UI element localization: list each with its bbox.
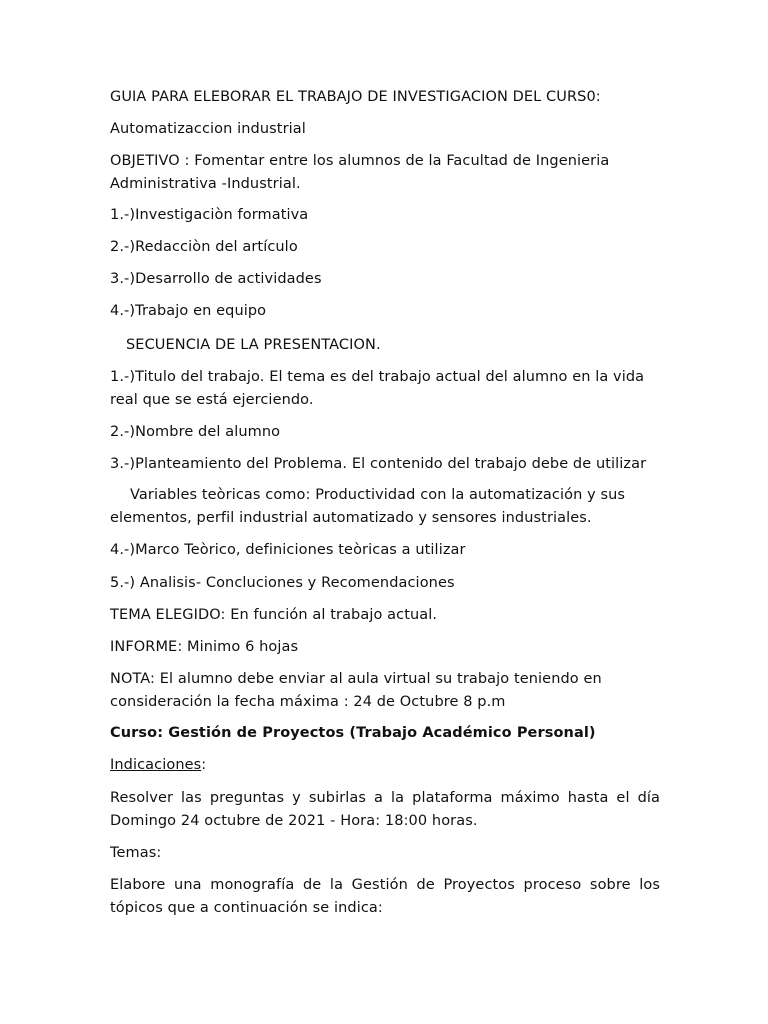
- objective-item-4: 4.-)Trabajo en equipo: [110, 303, 267, 319]
- sequence-heading: SECUENCIA DE LA PRESENTACION.: [126, 337, 381, 353]
- indications-label: Indicaciones: [110, 757, 202, 773]
- instruction-paragraph: Resolver las preguntas y subirlas a la plataforma máximo hasta el día Domingo 24 octubre de 2021 - Hora: 18:00 horas.: [110, 790, 660, 829]
- sequence-item-1: 1.-)Titulo del trabajo. El tema es del trabajo actual del alumno en la vida real que se está ejerciendo.: [110, 369, 645, 408]
- report-requirement: INFORME: Minimo 6 hojas: [110, 639, 299, 655]
- objective-item-3: 3.-)Desarrollo de actividades: [110, 271, 322, 287]
- objective-item-1: 1.-)Investigaciòn formativa: [110, 207, 309, 223]
- sequence-item-4: 4.-)Marco Teòrico, definiciones teòricas a utilizar: [110, 542, 466, 558]
- sequence-item-3: 3.-)Planteamiento del Problema. El contenido del trabajo debe de utilizar: [110, 456, 647, 472]
- sequence-item-variables: Variables teòricas como: Productividad con la automatización y sus elementos, perfil industrial automatizado y sensores industriales.: [110, 487, 626, 526]
- indications-heading: [110, 754, 660, 777]
- sequence-item-2: 2.-)Nombre del alumno: [110, 424, 281, 440]
- sequence-item-5: 5.-) Analisis- Concluciones y Recomendaciones: [110, 575, 455, 591]
- document-title: GUIA PARA ELEBORAR EL TRABAJO DE INVESTIGACION DEL CURS0:: [110, 89, 601, 105]
- course-name: Automatizaccion industrial: [110, 121, 306, 137]
- note-paragraph: NOTA: El alumno debe enviar al aula virtual su trabajo teniendo en consideración la fecha máxima : 24 de Octubre 8 p.m: [110, 671, 602, 710]
- topics-label: Temas:: [110, 845, 162, 861]
- topics-paragraph: Elabore una monografía de la Gestión de Proyectos proceso sobre los tópicos que a continuación se indica:: [110, 877, 660, 916]
- chosen-topic: TEMA ELEGIDO: En función al trabajo actual.: [110, 607, 438, 623]
- objective-paragraph: OBJETIVO : Fomentar entre los alumnos de la Facultad de Ingenieria Administrativa -Industrial.: [110, 153, 610, 192]
- course-heading: Curso: Gestión de Proyectos (Trabajo Académico Personal): [110, 725, 596, 741]
- indications-colon: :: [201, 757, 207, 773]
- objective-item-2: 2.-)Redacciòn del artículo: [110, 239, 298, 255]
